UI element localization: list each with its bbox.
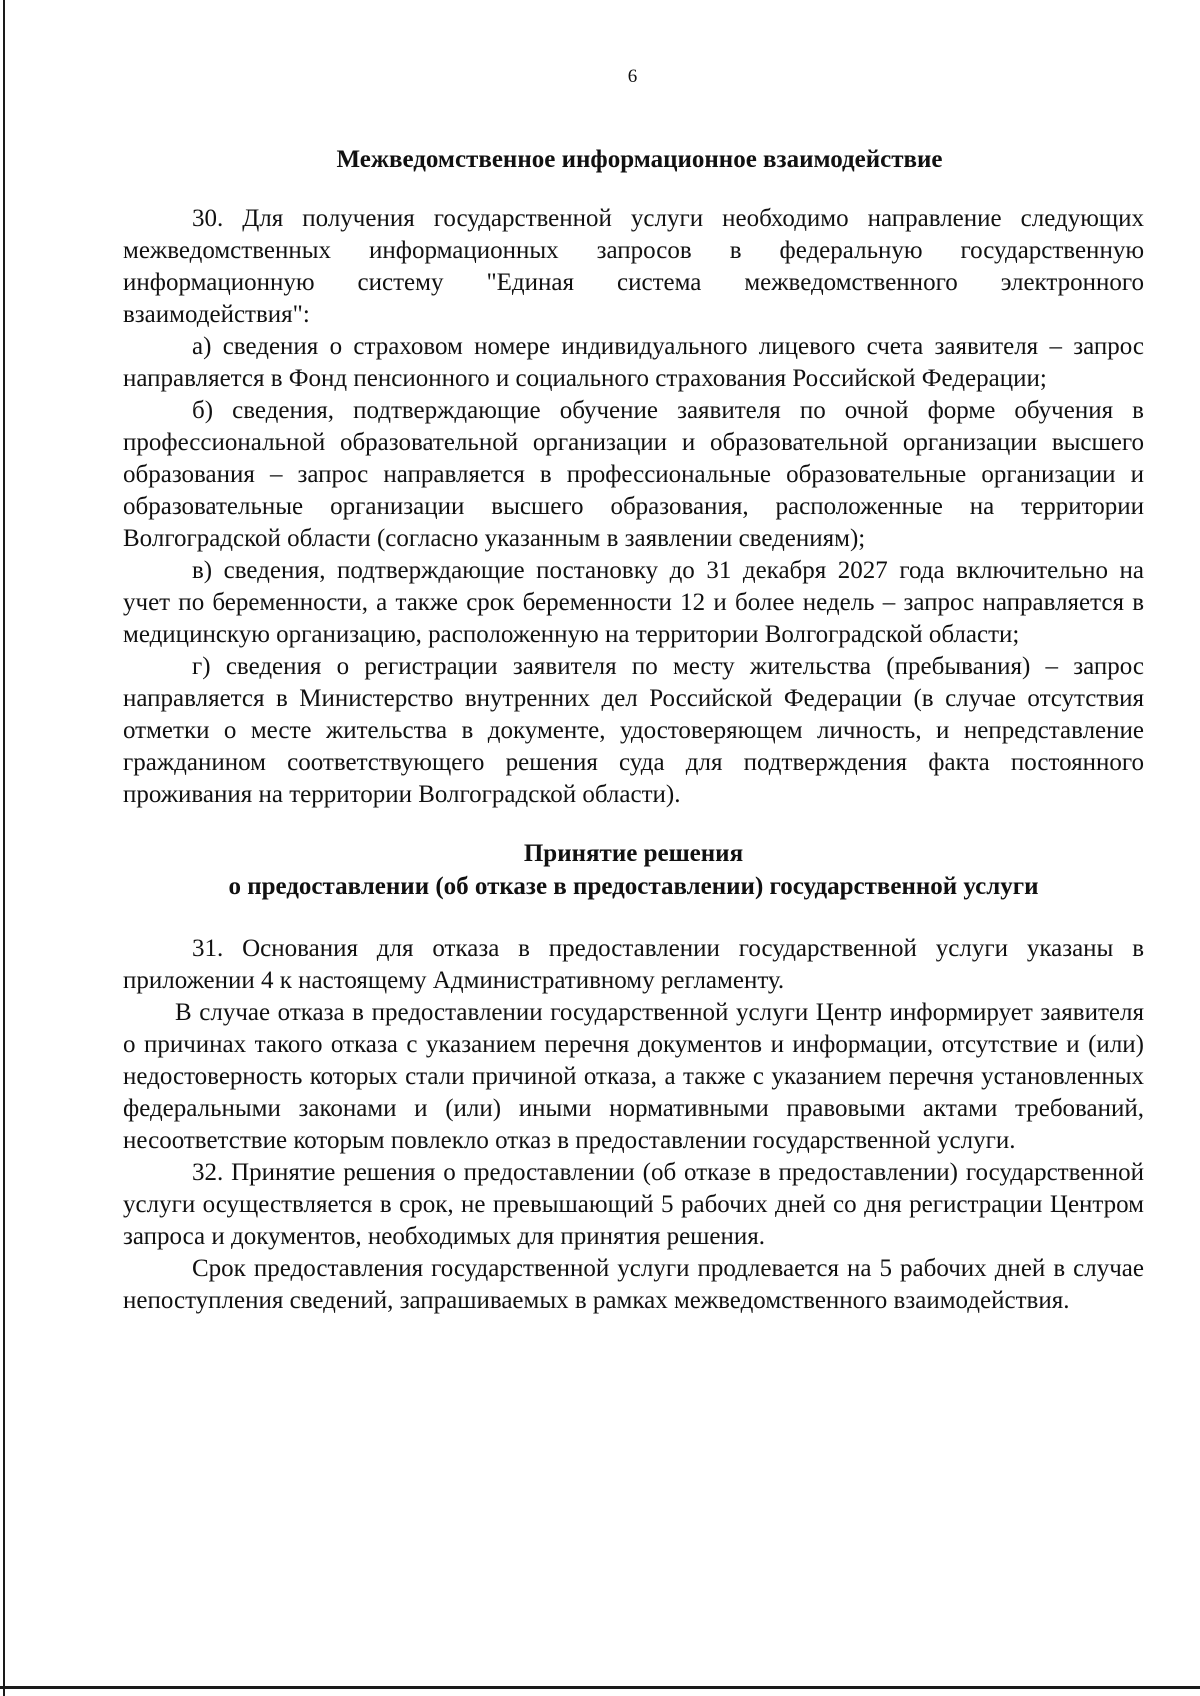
paragraph-30-item-v: в) сведения, подтверждающие постановку до 31 декабря 2027 года включительно на учет по беременности, а также срок беременности 12 и более недель – запрос направляется в медицинскую организацию, расположенную на территории Волгоградской области; xyxy=(123,557,1144,648)
bottom-scan-border xyxy=(0,1686,1200,1689)
paragraph-31-refusal: В случае отказа в предоставлении государственной услуги Центр информирует заявителя о причинах такого отказа с указанием перечня документов и информации, отсутствие и (или) недостоверность которых стали причиной отказа, а также с указанием перечня установленных федеральными законами и (или) иными нормативными правовыми актами требований, несоответствие которым повлекло отказ в предоставлении государственной услуги. xyxy=(123,999,1144,1154)
section-heading-decision: Принятие решения xyxy=(523,840,744,867)
paragraph-32-extension: Срок предоставления государственной услуги продлевается на 5 рабочих дней в случае непоступления сведений, запрашиваемых в рамках межведомственного взаимодействия. xyxy=(123,1255,1144,1314)
paragraph-32: 32. Принятие решения о предоставлении (об отказе в предоставлении) государственной услуги осуществляется в срок, не превышающий 5 рабочих дней со дня регистрации Центром запроса и документов, необходимых для принятия решения. xyxy=(123,1159,1144,1250)
page-number: 6 xyxy=(627,66,638,87)
document-body xyxy=(123,143,1144,1317)
left-scan-border xyxy=(3,0,5,1696)
paragraph-30-item-g: г) сведения о регистрации заявителя по месту жительства (пребывания) – запрос направляется в Министерство внутренних дел Российской Федерации (в случае отсутствия отметки о месте жительства в документе, удостоверяющем личность, и непредставление гражданином соответствующего решения суда для подтверждения факта постоянного проживания на территории Волгоградской области). xyxy=(123,653,1144,808)
paragraph-30-item-a: а) сведения о страховом номере индивидуального лицевого счета заявителя – запрос направляется в Фонд пенсионного и социального страхования Российской Федерации; xyxy=(123,333,1144,392)
paragraph-31: 31. Основания для отказа в предоставлении государственной услуги указаны в приложении 4 к настоящему Административному регламенту. xyxy=(123,935,1144,994)
section-heading-decision-subtitle: о предоставлении (об отказе в предоставлении) государственной услуги xyxy=(228,873,1039,900)
paragraph-30-item-b: б) сведения, подтверждающие обучение заявителя по очной форме обучения в профессиональной образовательной организации и образовательной организации высшего образования – запрос направляется в профессиональные образовательные организации и образовательные организации высшего образования, расположенные на территории Волгоградской области (согласно указанным в заявлении сведениям); xyxy=(123,397,1144,552)
section-heading-interagency: Межведомственное информационное взаимодействие xyxy=(336,146,943,173)
paragraph-30: 30. Для получения государственной услуги необходимо направление следующих межведомственных информационных запросов в федеральную государственную информационную систему "Единая система межведомственного электронного взаимодействия": xyxy=(123,205,1144,328)
